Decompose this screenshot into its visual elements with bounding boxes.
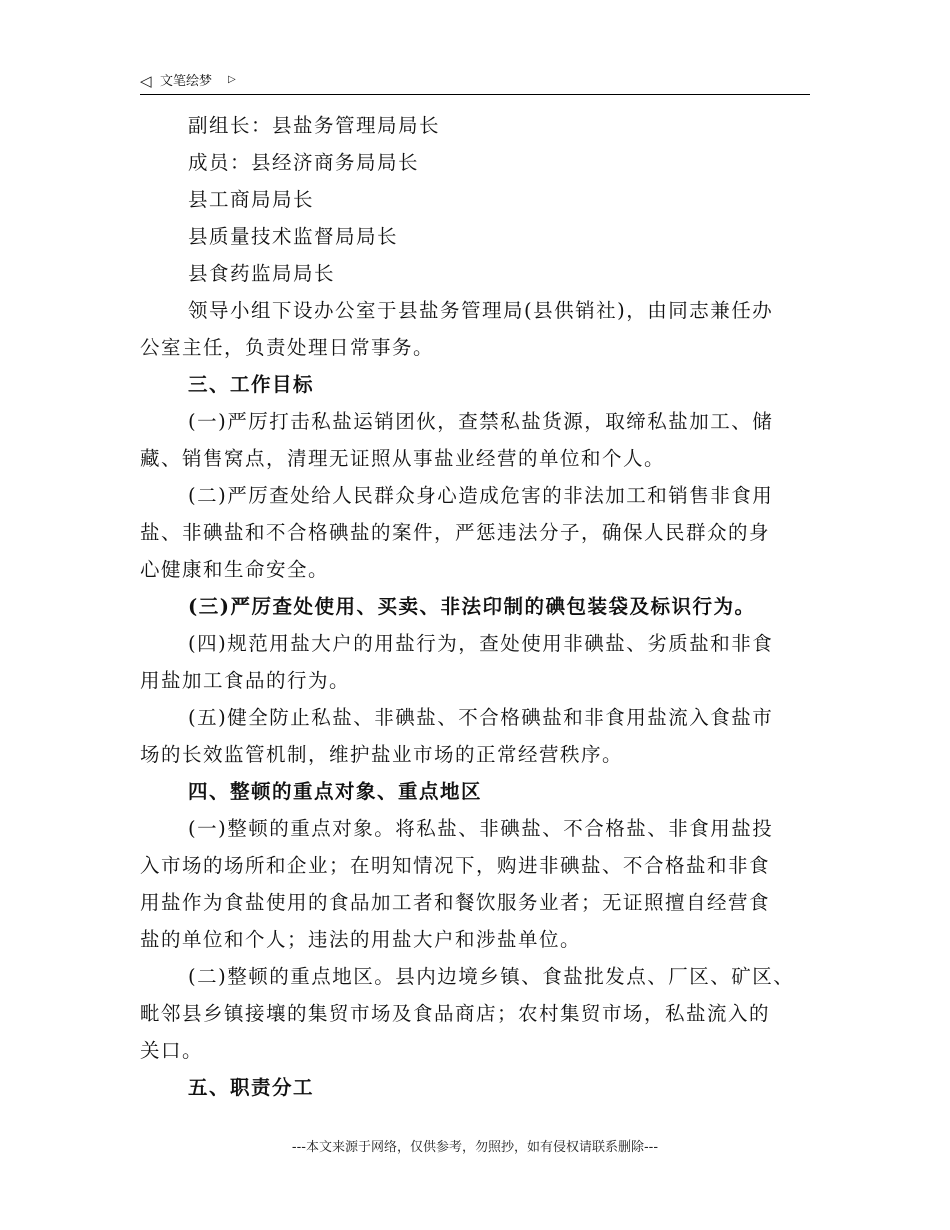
footer-disclaimer: ---本文来源于网络，仅供参考，勿照抄，如有侵权请联系删除---	[291, 1140, 659, 1155]
goal-5-line-2: 场的长效监管机制，维护盐业市场的正常经营秩序。	[140, 743, 624, 766]
targets-1-line-1: (一)整顿的重点对象。将私盐、非碘盐、不合格盐、非食用盐投	[188, 817, 774, 840]
goal-3-line-1: (三)严厉查处使用、买卖、非法印制的碘包装袋及标识行为。	[188, 595, 756, 618]
paragraph-members: 成员：县经济商务局局长	[188, 151, 420, 174]
goal-2-line-2: 盐、非碘盐和不合格碘盐的案件，严惩违法分子，确保人民群众的身	[140, 521, 771, 544]
right-triangle-icon: ▷	[228, 74, 236, 85]
targets-2-line-1: (二)整顿的重点地区。县内边境乡镇、食盐批发点、厂区、矿区、	[188, 965, 795, 988]
header-site-name: 文笔绘梦	[160, 74, 213, 89]
section-heading-work-goals: 三、工作目标	[188, 373, 315, 396]
targets-1-line-3: 用盐作为食盐使用的食品加工者和餐饮服务业者；无证照擅自经营食	[140, 891, 771, 914]
paragraph-member-quality-bureau: 县质量技术监督局局长	[188, 225, 399, 248]
paragraph-office-line-2: 公室主任，负责处理日常事务。	[140, 336, 435, 359]
targets-2-line-2: 毗邻县乡镇接壤的集贸市场及食品商店；农村集贸市场，私盐流入的	[140, 1002, 771, 1025]
goal-2-line-1: (二)严厉查处给人民群众身心造成危害的非法加工和销售非食用	[188, 484, 774, 507]
page-header	[140, 72, 810, 95]
goal-1-line-1: (一)严厉打击私盐运销团伙，查禁私盐货源，取缔私盐加工、储	[188, 410, 774, 433]
goal-4-line-2: 用盐加工食品的行为。	[140, 669, 351, 692]
paragraph-member-food-drug-bureau: 县食药监局局长	[188, 262, 336, 285]
section-heading-key-targets: 四、整顿的重点对象、重点地区	[188, 780, 483, 803]
goal-5-line-1: (五)健全防止私盐、非碘盐、不合格碘盐和非食用盐流入食盐市	[188, 706, 774, 729]
goal-1-line-2: 藏、销售窝点，清理无证照从事盐业经营的单位和个人。	[140, 447, 666, 470]
paragraph-member-commerce-bureau: 县工商局局长	[188, 188, 315, 211]
left-triangle-icon: ◁	[140, 72, 152, 90]
section-heading-responsibilities: 五、职责分工	[188, 1076, 315, 1099]
targets-1-line-4: 盐的单位和个人；违法的用盐大户和涉盐单位。	[140, 928, 582, 951]
targets-1-line-2: 入市场的场所和企业；在明知情况下，购进非碘盐、不合格盐和非食	[140, 854, 771, 877]
paragraph-deputy-leader: 副组长：县盐务管理局局长	[188, 114, 441, 137]
targets-2-line-3: 关口。	[140, 1039, 204, 1062]
document-body	[140, 107, 812, 1106]
paragraph-office-line-1: 领导小组下设办公室于县盐务管理局(县供销社)，由同志兼任办	[188, 299, 774, 322]
goal-2-line-3: 心健康和生命安全。	[140, 558, 330, 581]
goal-4-line-1: (四)规范用盐大户的用盐行为，查处使用非碘盐、劣质盐和非食	[188, 632, 774, 655]
